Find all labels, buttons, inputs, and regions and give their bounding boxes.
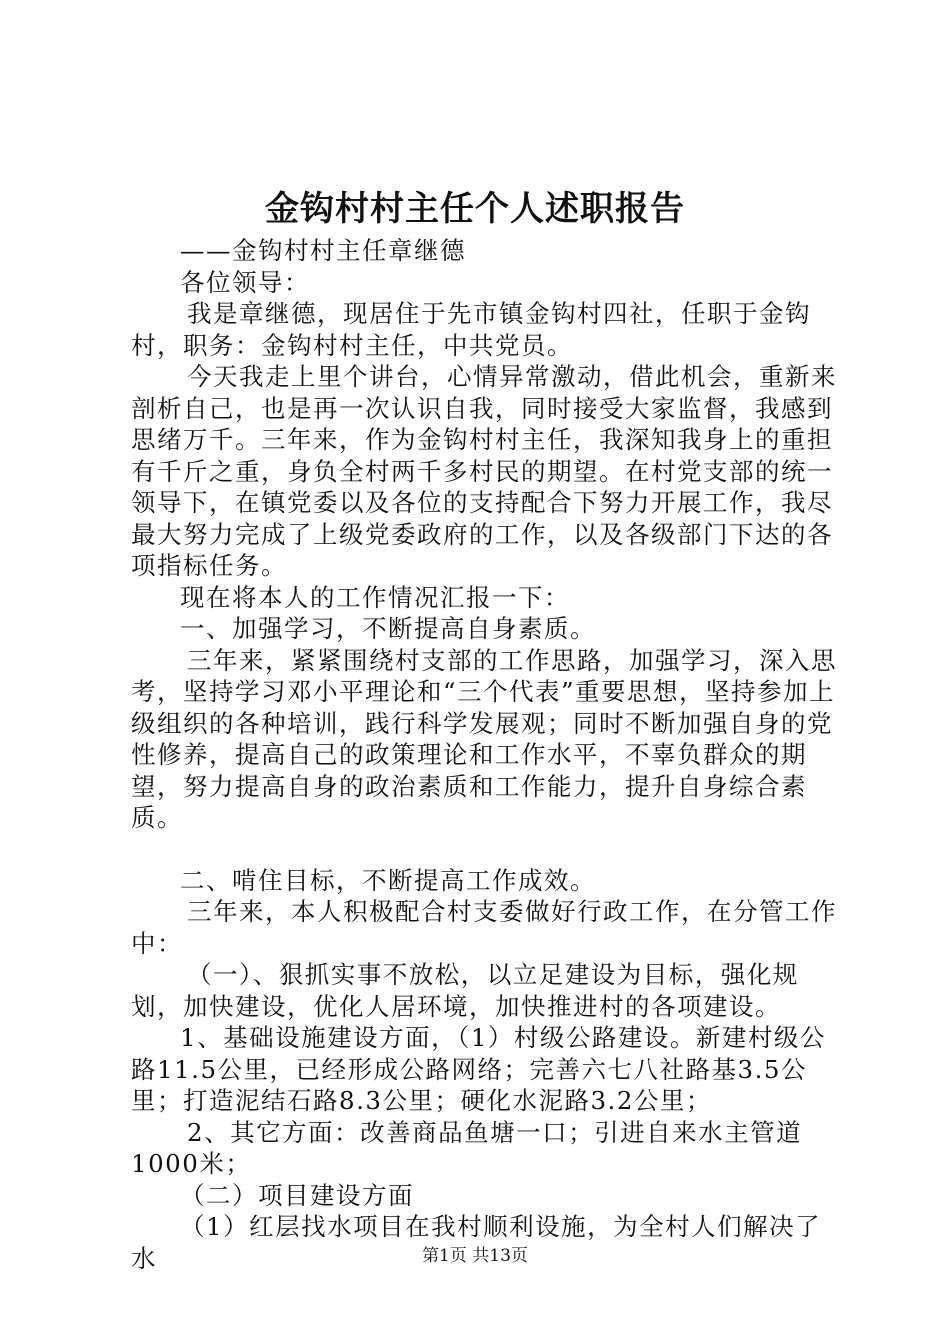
document-title: 金钩村村主任个人述职报告: [265, 189, 685, 229]
paragraph-subsection-1: （一）、狠抓实事不放松，以立足建设为目标，强化规划，加快建设，优化人居环境，加快推进村的各项建设。: [131, 960, 799, 1021]
page-number: 第1页 共13页: [422, 1246, 528, 1266]
paragraph-report-lead: 现在将本人的工作情况汇报一下：: [180, 582, 570, 612]
salutation: 各位领导：: [180, 267, 310, 297]
paragraph-other: 2、其它方面：改善商品鱼塘一口；引进自来水主管道1000米；: [131, 1117, 803, 1178]
blank-line: [131, 834, 847, 865]
paragraph-opening: 今天我走上里个讲台，心情异常激动，借此机会，重新来剖析自己，也是再一次认识自我，同时接受大家监督，我感到思绪万千。三年来，作为金钩村村主任，我深知我身上的重担有千斤之重，身负全村两千多村民的期望。在村党支部的统一领导下，在镇党委以及各位的支持配合下努力开展工作，我尽最大努力完成了上级党委政府的工作，以及各级部门下达的各项指标任务。: [131, 362, 837, 580]
paragraph-water-project: （1）红层找水项目在我村顺利设施，为全村人们解决了水: [131, 1212, 822, 1273]
paragraph-goals: 三年来，本人积极配合村支委做好行政工作，在分管工作中：: [131, 897, 837, 958]
paragraph-infrastructure: 1、基础设施建设方面，（1）村级公路建设。新建村级公路11.5公里，已经形成公路网络；完善六七八社路基3.5公里；打造泥结石路8.3公里；硬化水泥路3.2公里；: [131, 1023, 826, 1115]
subsection-heading-2: （二）项目建设方面: [180, 1180, 414, 1210]
paragraph-study: 三年来，紧紧围绕村支部的工作思路，加强学习，深入思考，坚持学习邓小平理论和“三个代表”重要思想，坚持参加上级组织的各种培训，践行科学发展观；同时不断加强自身的党性修养，提高自己的政策理论和工作水平，不辜负群众的期望，努力提高自身的政治素质和工作能力，提升自身综合素质。: [131, 645, 837, 832]
author-line: ——金钩村村主任章继德: [180, 236, 466, 265]
document-body: [131, 235, 847, 1274]
paragraph-intro: 我是章继德，现居住于先市镇金钩村四社，任职于金钩村，职务：金钩村村主任，中共党员。: [131, 299, 811, 360]
section-heading-2: 二、啃住目标，不断提高工作成效。: [180, 865, 596, 895]
section-heading-1: 一、加强学习，不断提高自身素质。: [180, 614, 596, 643]
